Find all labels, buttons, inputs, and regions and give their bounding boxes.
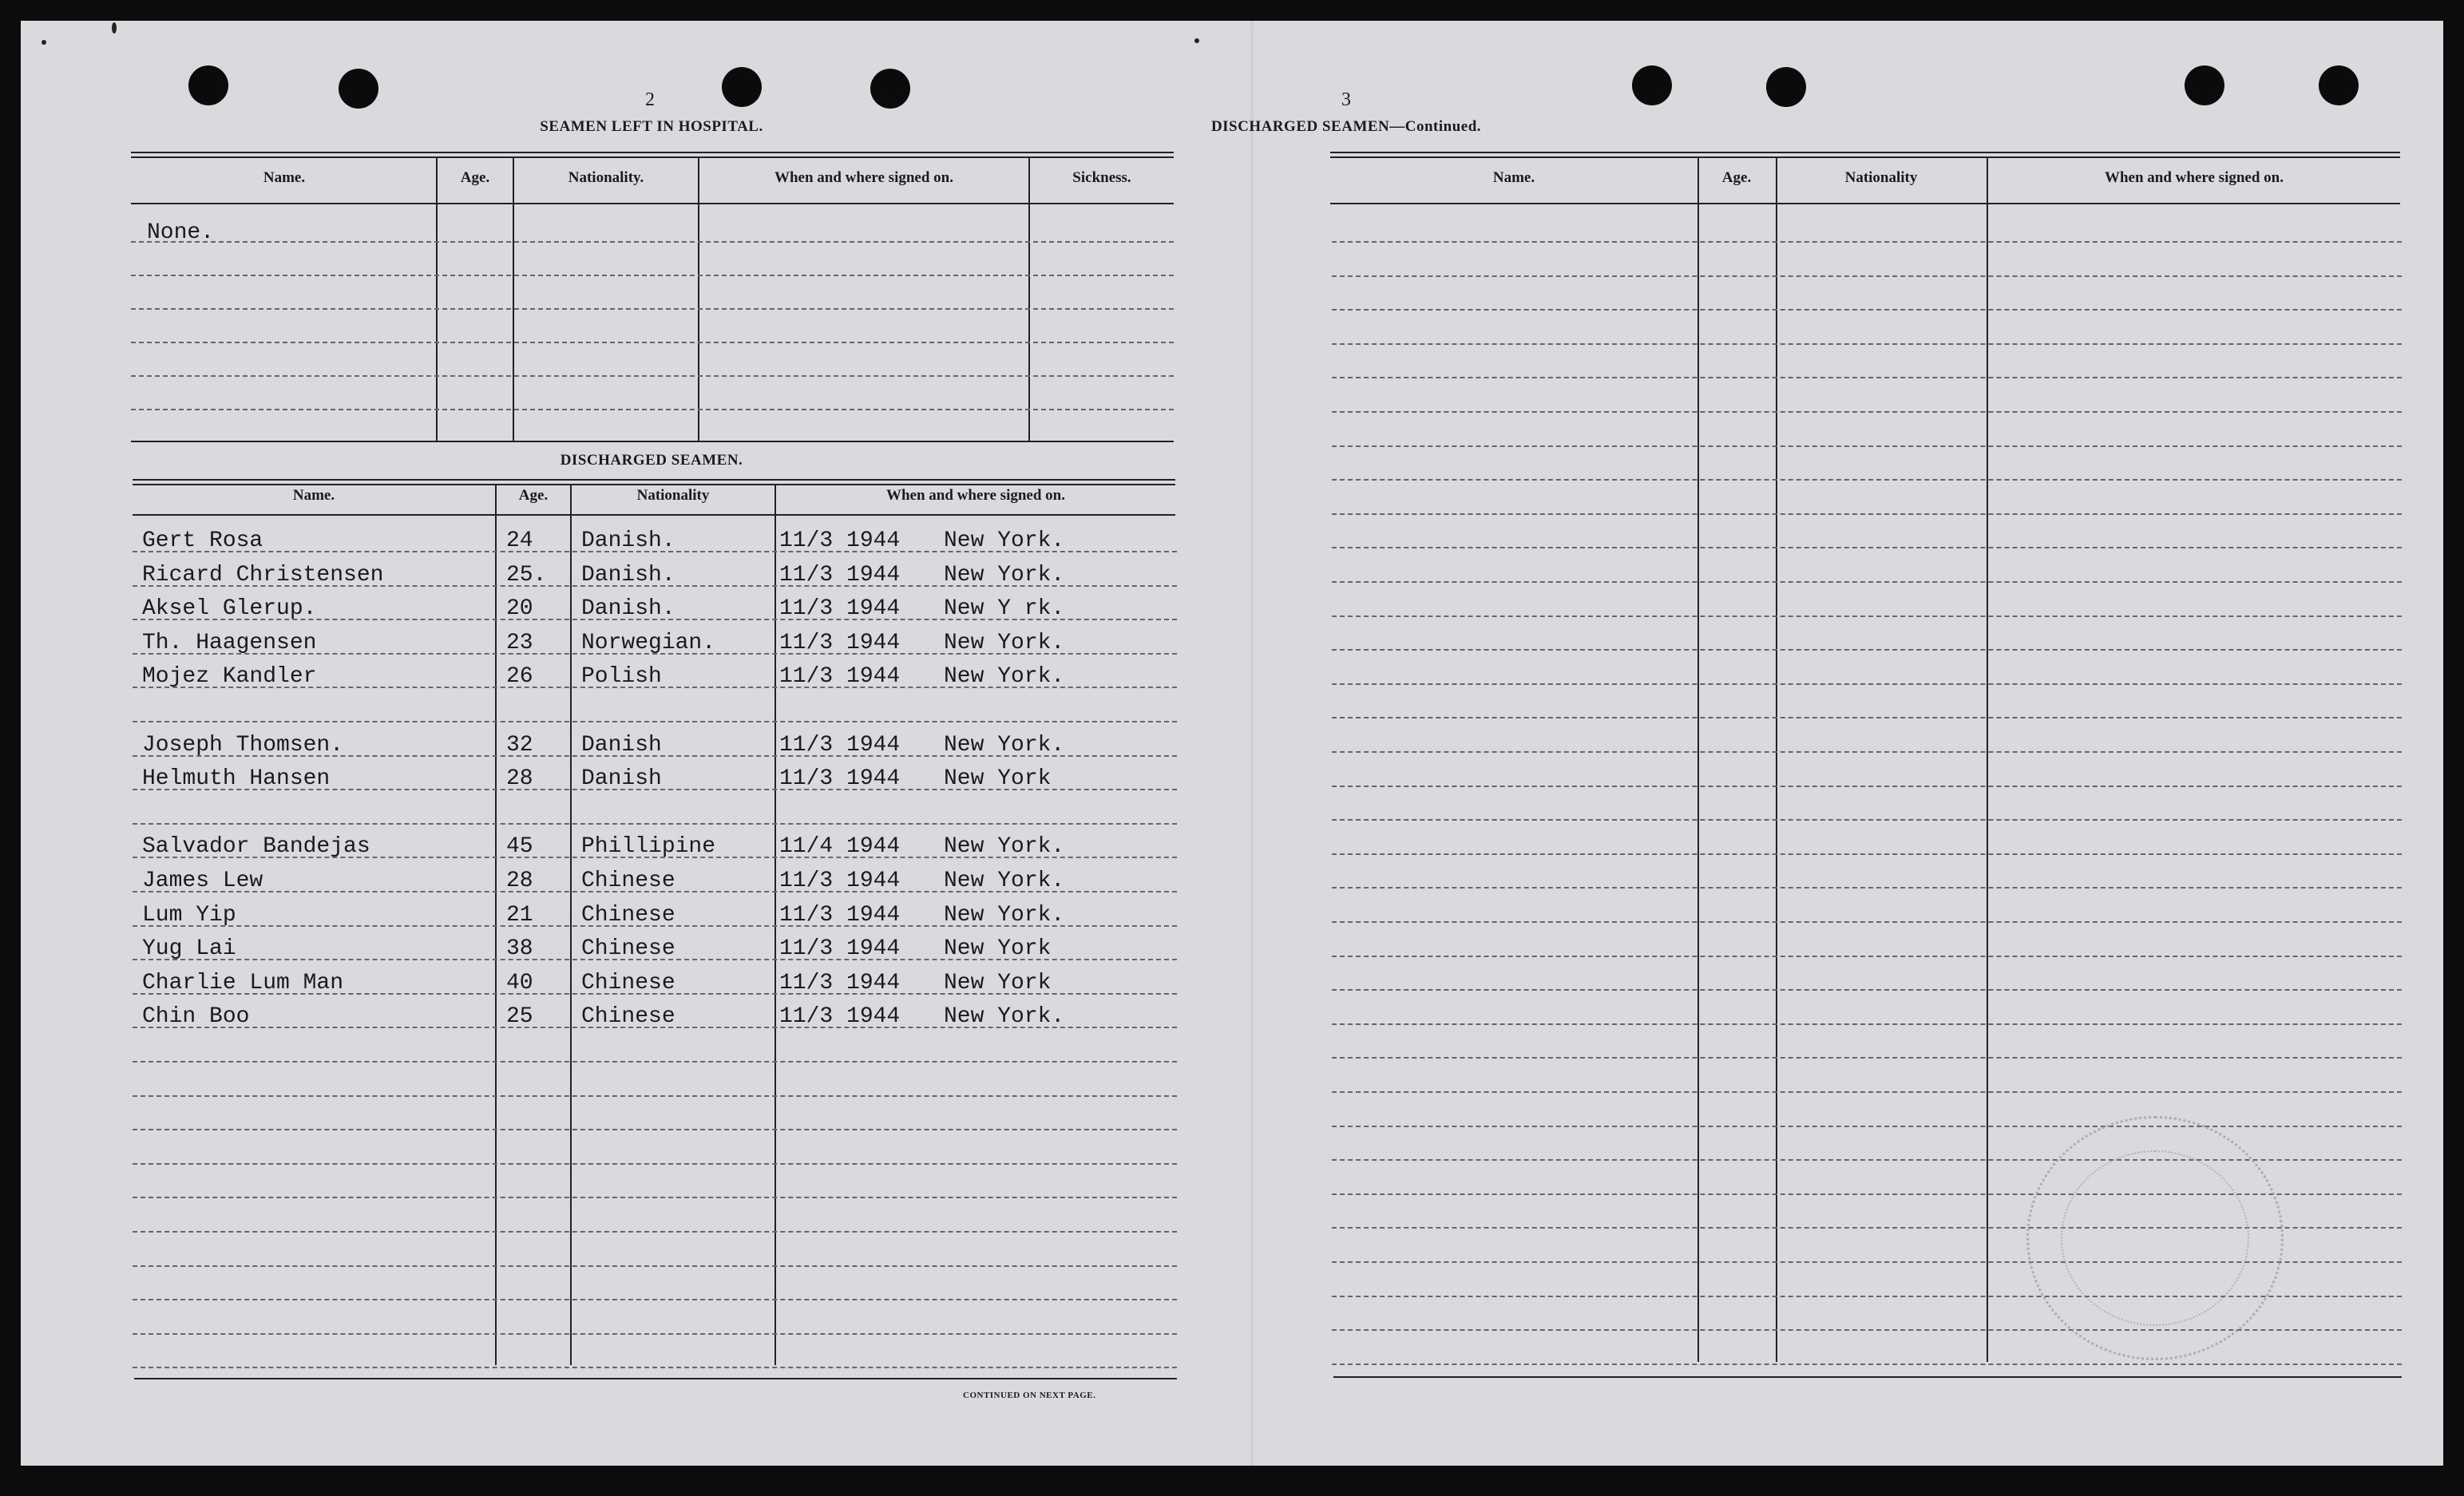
row-date: 11/4 1944: [779, 834, 901, 860]
row-age: 24: [506, 528, 533, 553]
col-divider: [513, 158, 514, 441]
row-date: 11/3 1944: [779, 869, 901, 893]
row-age: 23: [506, 630, 533, 655]
row-date: 11/3 1944: [779, 596, 901, 622]
row-nationality: Danish.: [581, 596, 675, 622]
row-place: New York.: [944, 902, 1065, 928]
rule: [1333, 1376, 2402, 1378]
row-date: 11/3 1944: [779, 562, 901, 588]
page-number-right: 3: [1341, 89, 1351, 110]
discharged-section-title: DISCHARGED SEAMEN.: [560, 452, 743, 469]
col-divider: [698, 158, 699, 441]
row-date: 11/3 1944: [779, 936, 901, 962]
row-name: Yug Lai: [142, 936, 236, 962]
dashed-rule: [1332, 445, 2402, 447]
dashed-rule: [131, 375, 1174, 377]
dashed-rule: [133, 1333, 1177, 1335]
row-place: New York.: [944, 528, 1065, 553]
discharged-col-name: Name.: [292, 487, 335, 504]
row-nationality: Chinese: [581, 902, 675, 928]
right-col-age: Age.: [1721, 169, 1752, 186]
dashed-rule: [1332, 683, 2402, 685]
dashed-rule: [1332, 887, 2402, 888]
punch-hole: [1766, 67, 1806, 107]
dashed-rule: [1332, 819, 2402, 821]
right-col-signed-on: When and where signed on.: [2104, 169, 2284, 186]
row-age: 20: [506, 596, 533, 622]
row-date: 11/3 1944: [779, 732, 901, 758]
col-divider: [1028, 158, 1030, 441]
row-place: New York: [944, 970, 1052, 995]
row-name: James Lew: [142, 869, 263, 893]
rule: [1330, 156, 2400, 158]
dashed-rule: [131, 342, 1174, 343]
hospital-entry: None.: [147, 220, 215, 245]
punch-hole: [2185, 65, 2224, 105]
rule: [131, 203, 1174, 204]
punch-hole: [188, 65, 228, 105]
dashed-rule: [1332, 989, 2402, 991]
official-stamp: [2026, 1116, 2284, 1360]
dashed-rule: [1332, 377, 2402, 378]
row-place: New York.: [944, 869, 1065, 893]
row-age: 40: [506, 970, 533, 995]
hospital-col-age: Age.: [460, 169, 490, 186]
row-place: New York: [944, 766, 1052, 792]
rule: [131, 441, 1174, 442]
row-nationality: Norwegian.: [581, 630, 716, 655]
dashed-rule: [133, 1265, 1177, 1267]
dashed-rule: [1332, 343, 2402, 345]
row-nationality: Danish: [581, 732, 662, 758]
punch-hole: [2319, 65, 2359, 105]
right-section-title: DISCHARGED SEAMEN—Continued.: [1210, 118, 1482, 135]
row-name: Aksel Glerup.: [142, 596, 317, 622]
row-nationality: Chinese: [581, 970, 675, 995]
dashed-rule: [1332, 615, 2402, 617]
row-place: New York: [944, 936, 1052, 962]
punch-hole: [339, 69, 378, 109]
col-divider: [436, 158, 438, 441]
row-name: Lum Yip: [142, 902, 236, 928]
row-date: 11/3 1944: [779, 528, 901, 553]
dashed-rule: [133, 1061, 1177, 1063]
row-date: 11/3 1944: [779, 902, 901, 928]
rule: [134, 1378, 1177, 1379]
col-divider: [1697, 158, 1699, 1362]
row-place: New York.: [944, 1004, 1065, 1030]
row-place: New York.: [944, 834, 1065, 860]
right-col-nationality: Nationality: [1844, 169, 1918, 186]
dashed-rule: [1332, 786, 2402, 787]
row-age: 21: [506, 902, 533, 928]
dashed-rule: [131, 409, 1174, 410]
document-paper: [21, 21, 2443, 1466]
dashed-rule: [1332, 853, 2402, 855]
dashed-rule: [1332, 479, 2402, 481]
discharged-col-age: Age.: [518, 487, 549, 504]
rule: [1330, 203, 2400, 204]
row-date: 11/3 1944: [779, 630, 901, 655]
hospital-col-name: Name.: [263, 169, 306, 186]
punch-hole: [1632, 65, 1672, 105]
row-age: 25.: [506, 562, 547, 588]
dashed-rule: [133, 1299, 1177, 1300]
row-nationality: Polish: [581, 664, 662, 690]
row-nationality: Chinese: [581, 869, 675, 893]
dashed-rule: [1332, 1091, 2402, 1093]
punch-hole: [722, 67, 762, 107]
hospital-col-nationality: Nationality.: [568, 169, 644, 186]
speck: [1194, 38, 1199, 43]
dashed-rule: [1332, 1329, 2402, 1331]
dashed-rule: [1332, 275, 2402, 277]
row-nationality: Chinese: [581, 1004, 675, 1030]
discharged-col-nationality: Nationality: [636, 487, 710, 504]
row-nationality: Phillipine: [581, 834, 716, 860]
rule: [131, 156, 1174, 158]
row-age: 45: [506, 834, 533, 860]
dashed-rule: [1332, 411, 2402, 413]
dashed-rule: [131, 275, 1174, 276]
hospital-col-sickness: Sickness.: [1072, 169, 1131, 186]
dashed-rule: [131, 241, 1174, 243]
continued-footer: CONTINUED ON NEXT PAGE.: [963, 1391, 1096, 1400]
row-age: 28: [506, 869, 533, 893]
row-age: 25: [506, 1004, 533, 1030]
dashed-rule: [1332, 241, 2402, 243]
rule: [133, 479, 1175, 481]
row-nationality: Chinese: [581, 936, 675, 962]
row-nationality: Danish.: [581, 562, 675, 588]
col-divider: [1776, 158, 1777, 1362]
dashed-rule: [133, 1129, 1177, 1130]
dashed-rule: [1332, 751, 2402, 753]
row-name: Charlie Lum Man: [142, 970, 344, 995]
dashed-rule: [133, 721, 1177, 722]
row-place: New York.: [944, 562, 1065, 588]
row-name: Gert Rosa: [142, 528, 263, 553]
row-place: New York.: [944, 732, 1065, 758]
dashed-rule: [1332, 717, 2402, 718]
hospital-col-signed-on: When and where signed on.: [774, 169, 953, 186]
row-nationality: Danish.: [581, 528, 675, 553]
dashed-rule: [133, 1231, 1177, 1233]
speck: [42, 40, 46, 45]
rule: [1330, 152, 2400, 153]
row-age: 38: [506, 936, 533, 962]
dashed-rule: [1332, 1023, 2402, 1025]
row-date: 11/3 1944: [779, 766, 901, 792]
row-name: Ricard Christensen: [142, 562, 384, 588]
row-place: New Y rk.: [944, 596, 1065, 622]
rule: [133, 514, 1175, 516]
dashed-rule: [1332, 649, 2402, 651]
row-name: Mojez Kandler: [142, 664, 317, 690]
dashed-rule: [1332, 1126, 2402, 1127]
row-place: New York.: [944, 630, 1065, 655]
rule: [131, 152, 1174, 153]
col-divider: [1987, 158, 1988, 1362]
row-place: New York.: [944, 664, 1065, 690]
row-date: 11/3 1944: [779, 1004, 901, 1030]
row-date: 11/3 1944: [779, 664, 901, 690]
row-age: 32: [506, 732, 533, 758]
punch-hole: [870, 69, 910, 109]
dashed-rule: [1332, 513, 2402, 515]
page-number-left: 2: [645, 89, 655, 110]
dashed-rule: [133, 1095, 1177, 1097]
row-name: Chin Boo: [142, 1004, 250, 1030]
center-fold: [1250, 21, 1254, 1466]
rule: [133, 484, 1175, 485]
row-age: 26: [506, 664, 533, 690]
discharged-col-signed-on: When and where signed on.: [885, 487, 1065, 504]
row-age: 28: [506, 766, 533, 792]
dashed-rule: [1332, 921, 2402, 923]
hospital-section-title: SEAMEN LEFT IN HOSPITAL.: [540, 118, 763, 135]
row-nationality: Danish: [581, 766, 662, 792]
row-name: Th. Haagensen: [142, 630, 317, 655]
dashed-rule: [131, 308, 1174, 310]
dashed-rule: [133, 1197, 1177, 1198]
row-name: Joseph Thomsen.: [142, 732, 344, 758]
row-name: Helmuth Hansen: [142, 766, 331, 792]
dashed-rule: [1332, 956, 2402, 957]
speck: [112, 22, 117, 34]
dashed-rule: [1332, 1363, 2402, 1365]
right-col-name: Name.: [1492, 169, 1535, 186]
dashed-rule: [1332, 581, 2402, 583]
dashed-rule: [1332, 547, 2402, 548]
dashed-rule: [133, 823, 1177, 825]
dashed-rule: [133, 1367, 1177, 1368]
row-date: 11/3 1944: [779, 970, 901, 995]
dashed-rule: [133, 1163, 1177, 1165]
dashed-rule: [1332, 309, 2402, 311]
row-name: Salvador Bandejas: [142, 834, 370, 860]
dashed-rule: [1332, 1057, 2402, 1059]
